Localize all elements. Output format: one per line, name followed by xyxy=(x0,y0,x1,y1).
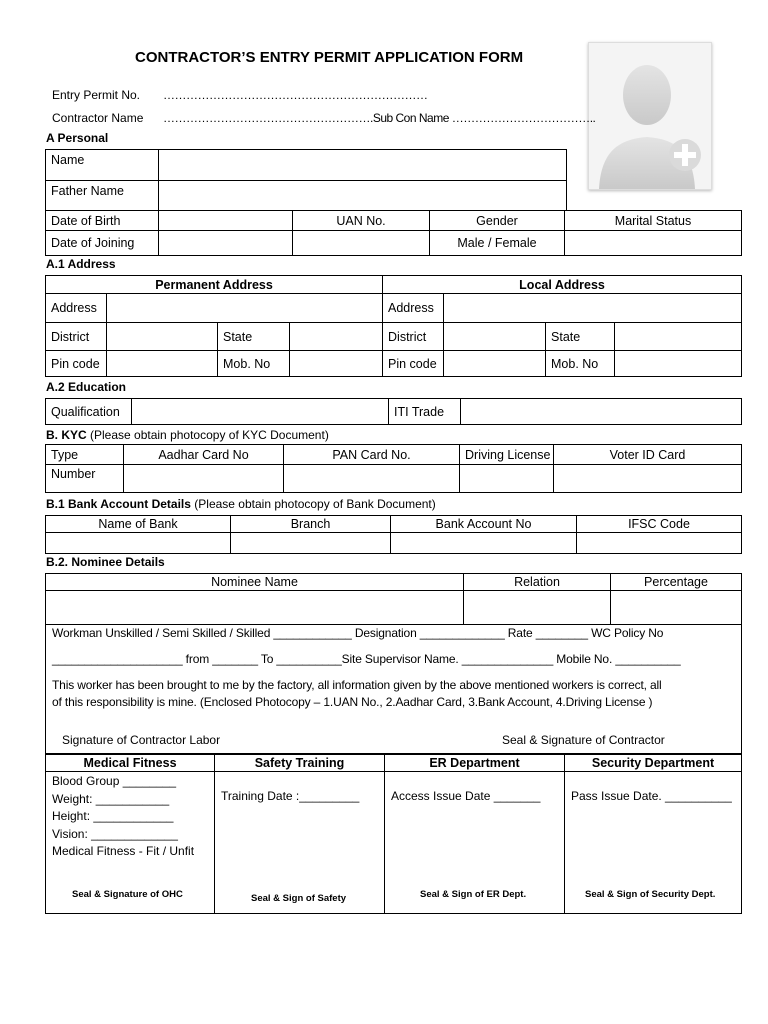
father-name-field[interactable] xyxy=(159,181,567,211)
ifsc-label: IFSC Code xyxy=(577,516,742,533)
bank-name-field[interactable] xyxy=(46,533,231,554)
dob-field[interactable] xyxy=(159,211,293,231)
percentage-label: Percentage xyxy=(611,574,742,591)
declaration-line-1: This worker has been brought to me by the factory, all information given by the above mentioned workers is correct, all xyxy=(52,678,662,692)
kyc-number-label: Number xyxy=(46,465,124,493)
section-nominee: B.2. Nominee Details xyxy=(46,555,165,569)
bank-name-label: Name of Bank xyxy=(46,516,231,533)
safety-training-header: Safety Training xyxy=(215,754,385,772)
relation-field[interactable] xyxy=(464,591,611,625)
perm-state-field[interactable] xyxy=(290,323,383,351)
education-table xyxy=(45,398,742,425)
voter-id-field[interactable] xyxy=(554,465,742,493)
kyc-type-label: Type xyxy=(46,445,124,465)
section-personal: A Personal xyxy=(46,131,109,145)
bank-table xyxy=(45,515,742,554)
aadhar-label: Aadhar Card No xyxy=(124,445,284,465)
personal-details-table xyxy=(45,210,742,256)
driving-license-label: Driving License xyxy=(460,445,554,465)
pan-field[interactable] xyxy=(284,465,460,493)
marital-status-label: Marital Status xyxy=(565,211,742,231)
seal-ohc: Seal & Signature of OHC xyxy=(72,889,183,900)
perm-district-label: District xyxy=(46,323,107,351)
pass-issue-date-field[interactable]: Pass Issue Date. __________ xyxy=(571,789,732,803)
access-issue-date-field[interactable]: Access Issue Date _______ xyxy=(391,789,541,803)
kyc-note: (Please obtain photocopy of KYC Document) xyxy=(90,428,329,442)
seal-security: Seal & Sign of Security Dept. xyxy=(585,889,716,900)
iti-trade-label: ITI Trade xyxy=(389,399,461,425)
declaration-line-2: of this responsibility is mine. (Enclosed Photocopy – 1.UAN No., 2.Aadhar Card, 3.Bank Account, 4.Driving License ) xyxy=(52,695,653,709)
driving-license-field[interactable] xyxy=(460,465,554,493)
percentage-field[interactable] xyxy=(611,591,742,625)
medical-fitness-status[interactable]: Medical Fitness - Fit / Unfit xyxy=(52,844,195,858)
height-field[interactable]: Height: ____________ xyxy=(52,809,174,823)
local-district-label: District xyxy=(383,323,444,351)
local-mob-field[interactable] xyxy=(615,351,742,377)
aadhar-field[interactable] xyxy=(124,465,284,493)
voter-id-label: Voter ID Card xyxy=(554,445,742,465)
account-no-field[interactable] xyxy=(391,533,577,554)
section-bank xyxy=(46,497,436,511)
account-no-label: Bank Account No xyxy=(391,516,577,533)
kyc-table xyxy=(45,444,742,493)
vision-field[interactable]: Vision: _____________ xyxy=(52,826,178,841)
local-pin-field[interactable] xyxy=(444,351,546,377)
branch-label: Branch xyxy=(231,516,391,533)
perm-address-field[interactable] xyxy=(107,294,383,323)
perm-address-label: Address xyxy=(46,294,107,323)
doj-field[interactable] xyxy=(159,231,293,256)
form-title: CONTRACTOR’S ENTRY PERMIT APPLICATION FORM xyxy=(135,49,524,66)
permanent-address-header: Permanent Address xyxy=(46,276,383,294)
workman-line-2[interactable]: ____________________ from _______ To __________Site Supervisor Name. ______________ Mobile No. __________ xyxy=(52,652,681,666)
personal-name-table xyxy=(45,149,567,211)
qualification-label: Qualification xyxy=(46,399,132,425)
marital-status-field[interactable] xyxy=(565,231,742,256)
bank-title: B.1 Bank Account Details xyxy=(46,497,191,511)
contractor-name-field[interactable]: ……………………………………………….Sub Con Name ……………………………….. xyxy=(163,111,596,125)
blood-group-field[interactable]: Blood Group ________ xyxy=(52,774,177,788)
entry-permit-field[interactable]: …………………………………………………………… xyxy=(163,88,428,102)
name-label: Name xyxy=(46,150,159,181)
weight-field[interactable]: Weight: ___________ xyxy=(52,791,170,806)
local-address-label: Address xyxy=(383,294,444,323)
local-pin-label: Pin code xyxy=(383,351,444,377)
perm-pin-label: Pin code xyxy=(46,351,107,377)
workman-line-1[interactable]: Workman Unskilled / Semi Skilled / Skilled ____________ Designation _____________ Rate ________ WC Policy No xyxy=(52,626,664,640)
er-department-header: ER Department xyxy=(385,754,565,772)
signature-contractor-labor: Signature of Contractor Labor xyxy=(62,733,221,747)
gender-field[interactable]: Male / Female xyxy=(430,231,565,256)
seal-safety: Seal & Sign of Safety xyxy=(251,893,347,904)
perm-mob-field[interactable] xyxy=(290,351,383,377)
local-state-label: State xyxy=(546,323,615,351)
gender-label: Gender xyxy=(430,211,565,231)
photo-placeholder[interactable] xyxy=(588,42,712,190)
nominee-table xyxy=(45,573,742,625)
section-education: A.2 Education xyxy=(46,380,127,394)
perm-pin-field[interactable] xyxy=(107,351,218,377)
doj-label: Date of Joining xyxy=(46,231,159,256)
local-address-header: Local Address xyxy=(383,276,742,294)
local-address-field[interactable] xyxy=(444,294,742,323)
iti-trade-field[interactable] xyxy=(461,399,742,425)
name-field[interactable] xyxy=(159,150,567,181)
kyc-title: B. KYC xyxy=(46,428,87,442)
address-table xyxy=(45,275,742,377)
contractor-name-label: Contractor Name xyxy=(52,111,144,125)
training-date-field[interactable]: Training Date :_________ xyxy=(221,789,360,803)
uan-field[interactable] xyxy=(293,231,430,256)
pan-label: PAN Card No. xyxy=(284,445,460,465)
section-kyc xyxy=(46,428,329,442)
person-icon xyxy=(589,43,711,189)
seal-er: Seal & Sign of ER Dept. xyxy=(420,889,527,900)
security-department-header: Security Department xyxy=(565,754,742,772)
entry-permit-label: Entry Permit No. xyxy=(52,88,141,102)
perm-mob-label: Mob. No xyxy=(218,351,290,377)
section-address: A.1 Address xyxy=(46,257,116,271)
ifsc-field[interactable] xyxy=(577,533,742,554)
qualification-field[interactable] xyxy=(132,399,389,425)
branch-field[interactable] xyxy=(231,533,391,554)
nominee-name-field[interactable] xyxy=(46,591,464,625)
local-state-field[interactable] xyxy=(615,323,742,351)
seal-signature-contractor: Seal & Signature of Contractor xyxy=(502,733,665,747)
medical-fitness-fields xyxy=(52,773,194,861)
bank-note: (Please obtain photocopy of Bank Document) xyxy=(194,497,436,511)
relation-label: Relation xyxy=(464,574,611,591)
father-name-label: Father Name xyxy=(46,181,159,211)
perm-state-label: State xyxy=(218,323,290,351)
dob-label: Date of Birth xyxy=(46,211,159,231)
local-district-field[interactable] xyxy=(444,323,546,351)
perm-district-field[interactable] xyxy=(107,323,218,351)
local-mob-label: Mob. No xyxy=(546,351,615,377)
medical-fitness-header: Medical Fitness xyxy=(46,754,215,772)
uan-label: UAN No. xyxy=(293,211,430,231)
nominee-name-label: Nominee Name xyxy=(46,574,464,591)
